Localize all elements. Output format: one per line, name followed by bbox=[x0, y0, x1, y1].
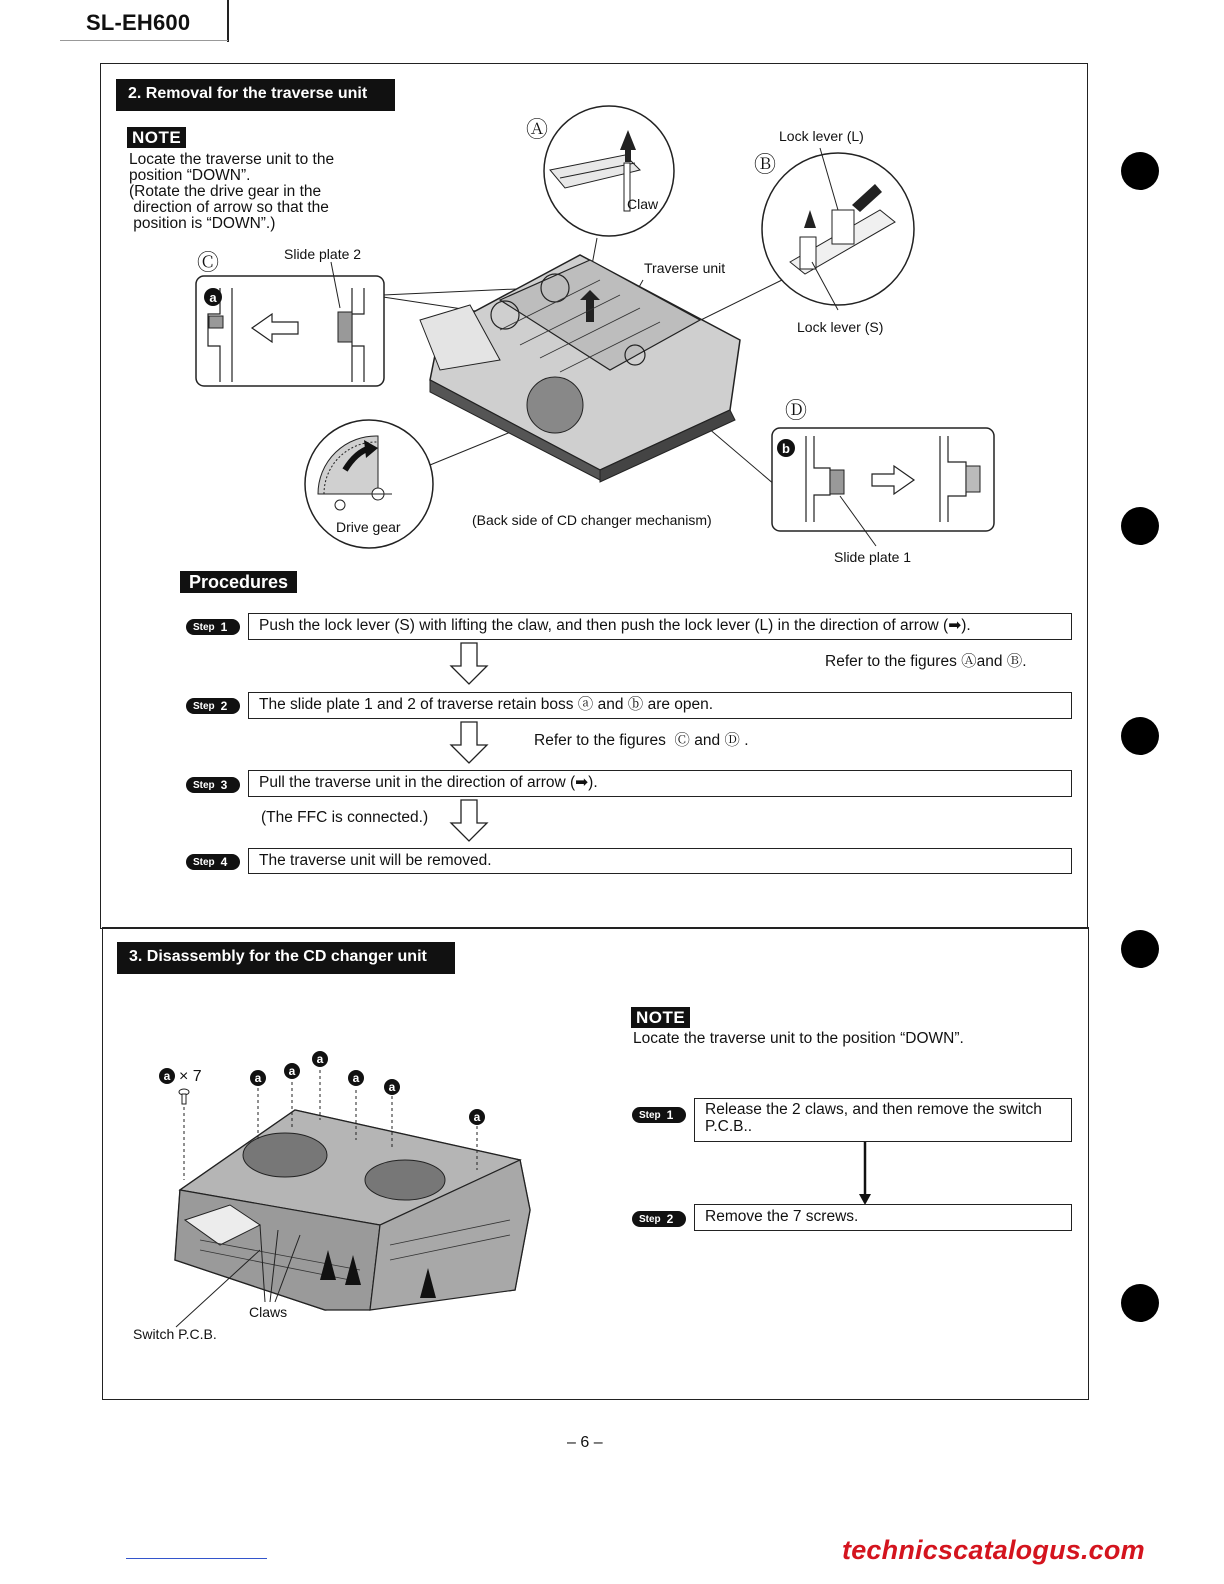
brand-watermark: technicscatalogus.com bbox=[842, 1535, 1145, 1565]
figure-d-slide-plate-1 bbox=[772, 428, 994, 546]
figure-c-label: Ⓒ bbox=[197, 250, 220, 275]
step-word: Step bbox=[193, 779, 215, 791]
cd-changer-diagram bbox=[120, 1040, 560, 1360]
switch-pcb-label: Switch P.C.B. bbox=[133, 1326, 217, 1342]
slide-plate-1-label: Slide plate 1 bbox=[834, 549, 912, 565]
step-2-box: The slide plate 1 and 2 of traverse retain boss ⓐ and ⓑ are open. bbox=[248, 692, 1072, 719]
connector-arrow bbox=[855, 1142, 875, 1206]
traverse-unit-label: Traverse unit bbox=[644, 260, 726, 276]
step-number: 2 bbox=[666, 1212, 674, 1226]
back-side-caption: (Back side of CD changer mechanism) bbox=[472, 512, 712, 528]
claws-label: Claws bbox=[249, 1304, 288, 1320]
claw-label: Claw bbox=[627, 196, 659, 212]
model-title: SL-EH600 bbox=[86, 10, 191, 35]
note-badge: NOTE bbox=[631, 1007, 690, 1028]
step-word: Step bbox=[639, 1109, 661, 1121]
step-badge bbox=[632, 1211, 686, 1227]
traverse-diagram bbox=[0, 0, 1224, 600]
note-line: position “DOWN”. bbox=[129, 167, 251, 184]
note-line: direction of arrow so that the bbox=[129, 199, 329, 216]
step-2-box: Remove the 7 screws. bbox=[694, 1204, 1072, 1231]
boss-b-letter: b bbox=[782, 441, 790, 456]
step-number: 3 bbox=[220, 778, 228, 792]
step-number: 1 bbox=[666, 1108, 674, 1122]
down-arrow bbox=[449, 721, 489, 765]
screw-letter: a bbox=[254, 1071, 262, 1085]
step-number: 4 bbox=[220, 855, 228, 869]
step-1-reference: Refer to the figures Ⓐand Ⓑ. bbox=[825, 653, 1027, 670]
step-badge bbox=[186, 777, 240, 793]
step-1-box: Release the 2 claws, and then remove the switch P.C.B.. bbox=[694, 1098, 1072, 1142]
section-title: 3. Disassembly for the CD changer unit bbox=[117, 942, 455, 974]
screw-icon bbox=[179, 1089, 189, 1104]
note-line: position is “DOWN”.) bbox=[129, 215, 276, 232]
cd-mechanism-illustration bbox=[420, 255, 740, 482]
down-arrow bbox=[449, 799, 489, 843]
note-badge: NOTE bbox=[127, 127, 186, 148]
step-word: Step bbox=[193, 856, 215, 868]
figure-a-claw bbox=[544, 106, 674, 236]
note-text: Locate the traverse unit to the position “DOWN”. bbox=[633, 1030, 964, 1047]
step-badge bbox=[186, 619, 240, 635]
step-badge bbox=[186, 854, 240, 870]
step-4-box: The traverse unit will be removed. bbox=[248, 848, 1072, 874]
slide-plate-2-label: Slide plate 2 bbox=[284, 246, 362, 262]
step-number: 1 bbox=[220, 620, 228, 634]
screw-letter: a bbox=[388, 1080, 396, 1094]
note-line: (Rotate the drive gear in the bbox=[129, 183, 322, 200]
step-3-box: Pull the traverse unit in the direction of arrow (➡). bbox=[248, 770, 1072, 797]
figure-a-label: Ⓐ bbox=[526, 117, 549, 142]
screw-letter: a bbox=[163, 1069, 171, 1083]
binder-hole bbox=[1121, 930, 1159, 968]
footer-rule bbox=[126, 1558, 267, 1559]
screw-letter: a bbox=[473, 1110, 481, 1124]
screw-letter: a bbox=[288, 1064, 296, 1078]
figure-d-label: Ⓓ bbox=[785, 398, 808, 423]
step-2-reference: Refer to the figures Ⓒ and Ⓓ . bbox=[534, 732, 749, 749]
screw-count-label: × 7 bbox=[179, 1068, 202, 1085]
drive-gear-label: Drive gear bbox=[336, 519, 401, 535]
binder-hole bbox=[1121, 717, 1159, 755]
down-arrow bbox=[449, 642, 489, 686]
step-badge bbox=[632, 1107, 686, 1123]
step-number: 2 bbox=[220, 699, 228, 713]
figure-c-slide-plate-2 bbox=[196, 262, 384, 386]
step-word: Step bbox=[639, 1213, 661, 1225]
boss-a-letter: a bbox=[209, 290, 217, 305]
screw-letter: a bbox=[316, 1052, 324, 1066]
figure-b-lock-levers bbox=[762, 148, 914, 310]
step-1-box: Push the lock lever (S) with lifting the claw, and then push the lock lever (L) in the direction of arrow (➡). bbox=[248, 613, 1072, 640]
step-word: Step bbox=[193, 621, 215, 633]
lock-lever-l-label: Lock lever (L) bbox=[779, 128, 864, 144]
page-number: – 6 – bbox=[567, 1434, 603, 1451]
step-badge bbox=[186, 698, 240, 714]
ffc-connected-note: (The FFC is connected.) bbox=[261, 809, 429, 826]
binder-hole bbox=[1121, 1284, 1159, 1322]
screw-letter: a bbox=[352, 1071, 360, 1085]
section-title: 2. Removal for the traverse unit bbox=[116, 79, 395, 111]
procedures-badge: Procedures bbox=[180, 571, 297, 593]
step-word: Step bbox=[193, 700, 215, 712]
note-line: Locate the traverse unit to the bbox=[129, 151, 335, 168]
lock-lever-s-label: Lock lever (S) bbox=[797, 319, 884, 335]
figure-b-label: Ⓑ bbox=[754, 152, 777, 177]
